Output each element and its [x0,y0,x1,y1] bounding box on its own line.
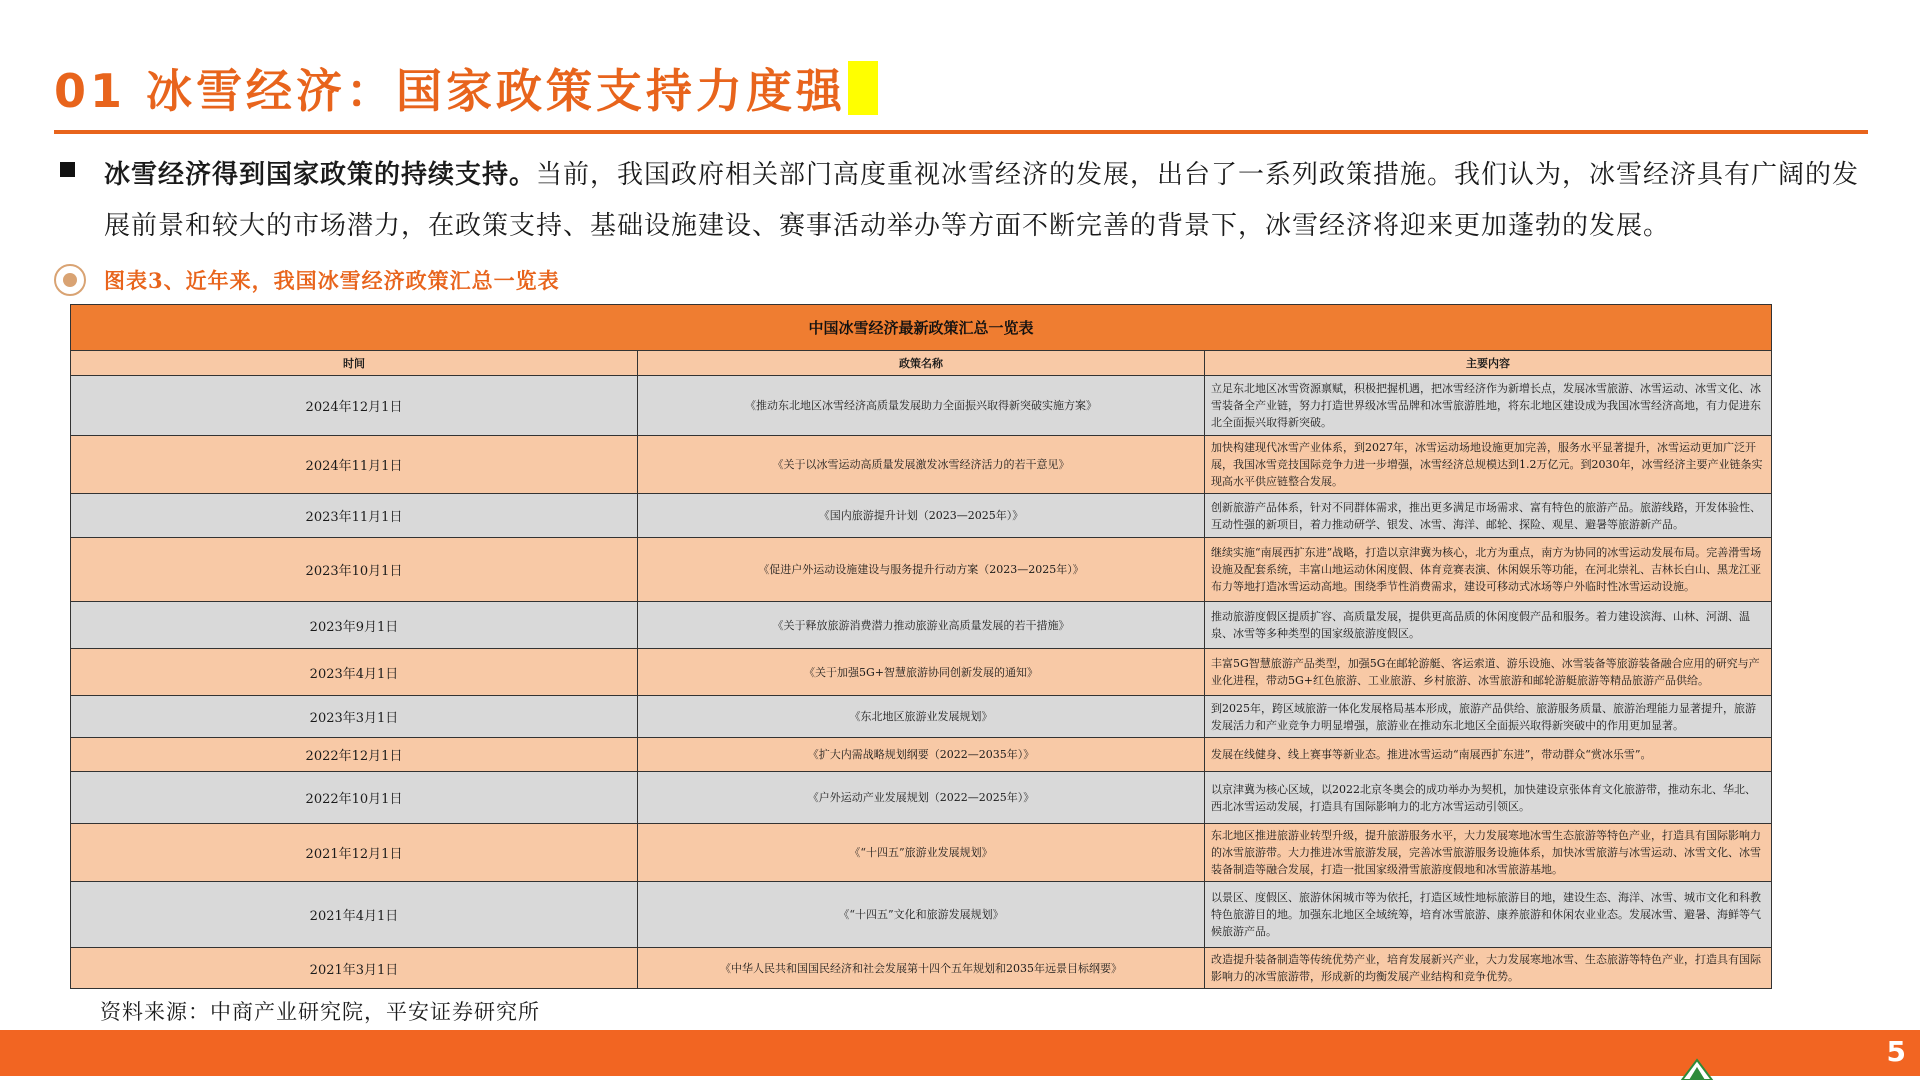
row-date: 2022年12月1日 [71,738,638,772]
column-header-content: 主要内容 [1205,351,1772,376]
row-date: 2023年3月1日 [71,696,638,738]
table-row [71,602,1772,649]
title-area [54,56,878,120]
row-content: 发展在线健身、线上赛事等新业态。推进冰雪运动“南展西扩东进”，带动群众“赏冰乐雪”。 [1205,738,1772,772]
figure-caption [54,262,560,298]
intro-bold-lead: 冰雪经济得到国家政策的持续支持。 [104,160,537,190]
row-content: 推动旅游度假区提质扩容、高质量发展，提供更高品质的休闲度假产品和服务。着力建设滨海、山林、河湖、温泉、冰雪等多种类型的国家级旅游度假区。 [1205,602,1772,649]
source-note: 资料来源：中商产业研究院，平安证券研究所 [100,1000,540,1024]
target-circle-icon [54,264,86,296]
row-date: 2024年11月1日 [71,436,638,494]
table-row [71,948,1772,989]
row-date: 2021年3月1日 [71,948,638,989]
policy-table [70,304,1772,989]
policy-table-container [70,304,1772,989]
row-policy-name: 《“十四五”文化和旅游发展规划》 [638,882,1205,948]
row-content: 继续实施“南展西扩东进”战略，打造以京津冀为核心，北方为重点，南方为协同的冰雪运动发展布局。完善滑雪场设施及配套系统，丰富山地运动休闲度假、体育竞赛表演、休闲娱乐等功能，在河北崇礼、吉林长白山、黑龙江亚布力等地打造冰雪运动高地。围绕季节性消费需求，建设可移动式冰场等户外临时性冰雪运动设施。 [1205,538,1772,602]
row-date: 2021年12月1日 [71,824,638,882]
row-content: 加快构建现代冰雪产业体系，到2027年，冰雪运动场地设施更加完善，服务水平显著提升，冰雪运动更加广泛开展，我国冰雪竞技国际竞争力进一步增强，冰雪经济总规模达到1.2万亿元。到2030年，冰雪经济主要产业链条实现高水平供应链整合发展。 [1205,436,1772,494]
row-policy-name: 《中华人民共和国国民经济和社会发展第十四个五年规划和2035年远景目标纲要》 [638,948,1205,989]
column-header-name: 政策名称 [638,351,1205,376]
title-divider [54,130,1868,134]
row-date: 2023年10月1日 [71,538,638,602]
figure-caption-text: 图表3、近年来，我国冰雪经济政策汇总一览表 [104,268,560,293]
table-row [71,824,1772,882]
row-content: 以景区、度假区、旅游休闲城市等为依托，打造区域性地标旅游目的地，建设生态、海洋、冰雪、城市文化和科教特色旅游目的地。加强东北地区全域统筹，培育冰雪旅游、康养旅游和休闲农业业态。发展冰雪、避暑、海鲜等气候旅游产品。 [1205,882,1772,948]
intro-paragraph [104,150,1866,252]
table-row [71,738,1772,772]
footer-bar [0,1030,1920,1076]
row-policy-name: 《扩大内需战略规划纲要（2022—2035年）》 [638,738,1205,772]
page-number: 5 [1886,1035,1906,1068]
row-date: 2021年4月1日 [71,882,638,948]
company-logo-icon [1680,1058,1714,1080]
row-policy-name: 《关于释放旅游消费潜力推动旅游业高质量发展的若干措施》 [638,602,1205,649]
row-policy-name: 《推动东北地区冰雪经济高质量发展助力全面振兴取得新突破实施方案》 [638,376,1205,436]
table-row [71,696,1772,738]
table-row [71,538,1772,602]
table-row [71,494,1772,538]
row-date: 2022年10月1日 [71,772,638,824]
table-row [71,436,1772,494]
table-title: 中国冰雪经济最新政策汇总一览表 [71,305,1772,351]
row-date: 2024年12月1日 [71,376,638,436]
row-policy-name: 《户外运动产业发展规划（2022—2025年）》 [638,772,1205,824]
row-policy-name: 《国内旅游提升计划（2023—2025年）》 [638,494,1205,538]
row-policy-name: 《东北地区旅游业发展规划》 [638,696,1205,738]
page-title: 01 冰雪经济：国家政策支持力度强 [54,64,847,118]
row-content: 立足东北地区冰雪资源禀赋，积极把握机遇，把冰雪经济作为新增长点，发展冰雪旅游、冰雪运动、冰雪文化、冰雪装备全产业链，努力打造世界级冰雪品牌和冰雪旅游胜地，将东北地区建设成为我国冰雪经济高地，有力促进东北全面振兴取得新突破。 [1205,376,1772,436]
table-row [71,882,1772,948]
row-date: 2023年4月1日 [71,649,638,696]
table-row [71,649,1772,696]
intro-bullet [54,150,1866,252]
row-date: 2023年11月1日 [71,494,638,538]
row-content: 东北地区推进旅游业转型升级，提升旅游服务水平，大力发展寒地冰雪生态旅游等特色产业，打造具有国际影响力的冰雪旅游带。大力推进冰雪旅游发展，完善冰雪旅游服务设施体系，加快冰雪旅游与冰雪运动、冰雪文化、冰雪装备制造等融合发展，打造一批国家级滑雪旅游度假地和冰雪旅游基地。 [1205,824,1772,882]
table-row [71,376,1772,436]
row-policy-name: 《“十四五”旅游业发展规划》 [638,824,1205,882]
row-content: 到2025年，跨区域旅游一体化发展格局基本形成，旅游产品供给、旅游服务质量、旅游治理能力显著提升，旅游发展活力和产业竞争力明显增强，旅游业在推动东北地区全面振兴取得新突破中的作用更加显著。 [1205,696,1772,738]
row-content: 创新旅游产品体系，针对不同群体需求，推出更多满足市场需求、富有特色的旅游产品。旅游线路，开发体验性、互动性强的新项目，着力推动研学、银发、冰雪、海洋、邮轮、探险、观星、避暑等旅游新产品。 [1205,494,1772,538]
column-header-date: 时间 [71,351,638,376]
row-policy-name: 《关于以冰雪运动高质量发展激发冰雪经济活力的若干意见》 [638,436,1205,494]
row-policy-name: 《促进户外运动设施建设与服务提升行动方案（2023—2025年）》 [638,538,1205,602]
row-policy-name: 《关于加强5G+智慧旅游协同创新发展的通知》 [638,649,1205,696]
row-content: 丰富5G智慧旅游产品类型，加强5G在邮轮游艇、客运索道、游乐设施、冰雪装备等旅游装备融合应用的研究与产业化进程，带动5G+红色旅游、工业旅游、乡村旅游、冰雪旅游和邮轮游艇旅游等精品旅游产品供给。 [1205,649,1772,696]
text-cursor-highlight [848,61,878,115]
row-date: 2023年9月1日 [71,602,638,649]
intro-body: 当前，我国政府相关部门高度重视冰雪经济的发展，出台了一系列政策措施。我们认为，冰雪经济具有广阔的发展前景和较大的市场潜力，在政策支持、基础设施建设、赛事活动举办等方面不断完善的背景下，冰雪经济将迎来更加蓬勃的发展。 [104,160,1860,241]
row-content: 改造提升装备制造等传统优势产业，培育发展新兴产业，大力发展寒地冰雪、生态旅游等特色产业，打造具有国际影响力的冰雪旅游带，形成新的均衡发展产业结构和竞争优势。 [1205,948,1772,989]
table-row [71,772,1772,824]
row-content: 以京津冀为核心区域，以2022北京冬奥会的成功举办为契机，加快建设京张体育文化旅游带，推动东北、华北、西北冰雪运动发展，打造具有国际影响力的北方冰雪运动引领区。 [1205,772,1772,824]
square-bullet-icon [60,162,75,177]
